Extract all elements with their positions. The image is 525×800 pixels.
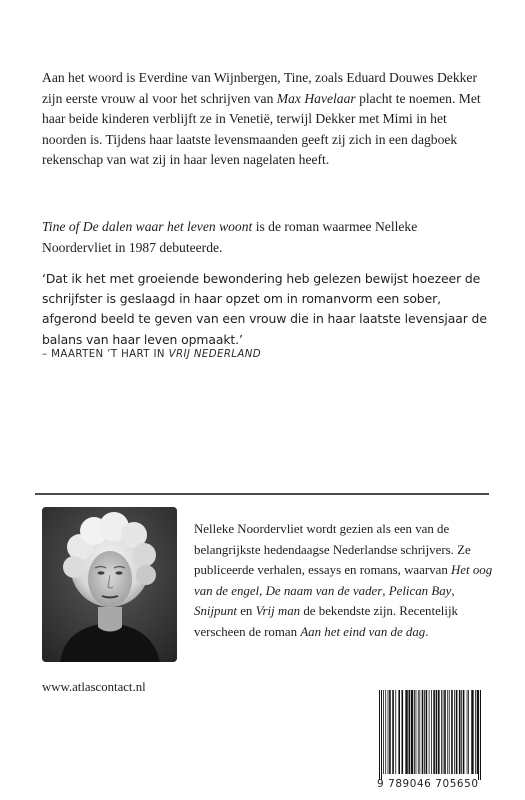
bio-text: , (451, 583, 455, 598)
book-title: Vrij man (255, 604, 301, 619)
quote-attribution (42, 349, 261, 360)
bio-paragraph (194, 519, 494, 643)
barcode-bar (451, 690, 453, 774)
barcode-bar (454, 690, 455, 774)
barcode-bar (385, 690, 386, 774)
book-title-tine: Tine of De dalen waar het leven woont (42, 219, 253, 234)
book-title-max-havelaar: Max Havelaar (276, 90, 356, 106)
debut-text: is de roman waarmee Nelleke Noordervliet in 1987 debuteerde. (42, 219, 418, 255)
blurb-text-cont: placht te noemen. Met haar beide kinderen verblijft ze in Venetië, terwijl Dekker met Mimi in het noorden is. Tijdens haar laatste levensmaanden geeft zij zich in een dagboek rekenschap van wat zij in haar leven nagelaten heeft. (42, 90, 481, 167)
book-title: Aan het eind van de dag (300, 624, 426, 639)
barcode-bar (436, 690, 438, 774)
barcode-bar (444, 690, 446, 774)
barcode-bar (449, 690, 450, 774)
review-quote: ‘Dat ik het met groeiende bewondering heb gelezen bewijst hoezeer de schrijfster is geslaagd in haar opzet om in romanvorm een sober, afgerond beeld te geven van een vrouw die in haar laatste levensjaar de balans van haar leven opmaakt.’ (42, 271, 487, 347)
barcode-bar (395, 690, 396, 774)
book-title: Pelican Bay (388, 583, 452, 598)
bio-text: , (259, 583, 266, 598)
author-photo (42, 507, 177, 662)
barcode-bar (422, 690, 424, 774)
barcode-bar (447, 690, 448, 774)
barcode-bar (438, 690, 440, 774)
barcode-bar (441, 690, 442, 774)
blurb-paragraph-1 (42, 68, 482, 171)
isbn-number: 9 789046 705650 (377, 778, 479, 790)
bio-text: Nelleke Noordervliet wordt gezien als een van de belangrijkste hedendaagse Nederlandse schrijvers. Ze publiceerde verhalen, essays en romans, waarvan (194, 522, 471, 578)
barcode-bar (409, 690, 411, 774)
barcode-bar (388, 690, 389, 774)
barcode-bar (480, 690, 481, 780)
barcode-bar (416, 690, 417, 774)
barcode-bar (429, 690, 430, 774)
book-title: Snijpunt (194, 604, 237, 619)
bio-text: , (382, 583, 389, 598)
barcode-bar (426, 690, 428, 774)
barcode-bar (459, 690, 461, 774)
blurb (42, 68, 482, 171)
barcode-bar (414, 690, 415, 774)
section-divider (35, 493, 489, 495)
barcode-bar (443, 690, 444, 774)
barcode-bar (411, 690, 413, 774)
barcode-bar (468, 690, 469, 774)
barcode-bar (379, 690, 380, 780)
barcode-bar (471, 690, 473, 774)
blurb-text: Aan het woord is Everdine van Wijnbergen, Tine, zoals Eduard Douwes Dekker zijn eerste vrouw al voor het schrijven van (42, 70, 477, 106)
barcode-bar (381, 690, 382, 780)
barcode-bar (424, 690, 425, 774)
barcode-bar (431, 690, 432, 774)
barcode-bar (392, 690, 394, 774)
barcode-bar (467, 690, 468, 774)
barcode-bar (478, 690, 479, 780)
barcode-bar (433, 690, 435, 774)
barcode-bar (461, 690, 462, 774)
barcode-bar (419, 690, 420, 774)
bio-text: en (236, 604, 256, 619)
book-title: Het oog van de engel (194, 563, 493, 598)
barcode-bar (418, 690, 419, 774)
barcode-bar (398, 690, 400, 774)
barcode-bar (456, 690, 458, 774)
barcode-bar (383, 690, 384, 774)
author-bio (194, 519, 494, 643)
barcode-bar (405, 690, 407, 774)
blurb-paragraph-2 (42, 217, 482, 258)
quote-source: VRIJ NEDERLAND (168, 349, 262, 360)
bio-text: de bekendste zijn. Recentelijk verscheen de roman (194, 604, 458, 639)
bio-text: . (425, 624, 429, 639)
publisher-website[interactable]: www.atlascontact.nl (42, 680, 146, 694)
barcode-bar (389, 690, 391, 774)
barcode-bar (463, 690, 465, 774)
book-title: De naam van de vader (265, 583, 383, 598)
quote-author: – MAARTEN ’T HART IN (42, 349, 169, 360)
barcode-bar (402, 690, 404, 774)
barcode-bar (475, 690, 476, 774)
